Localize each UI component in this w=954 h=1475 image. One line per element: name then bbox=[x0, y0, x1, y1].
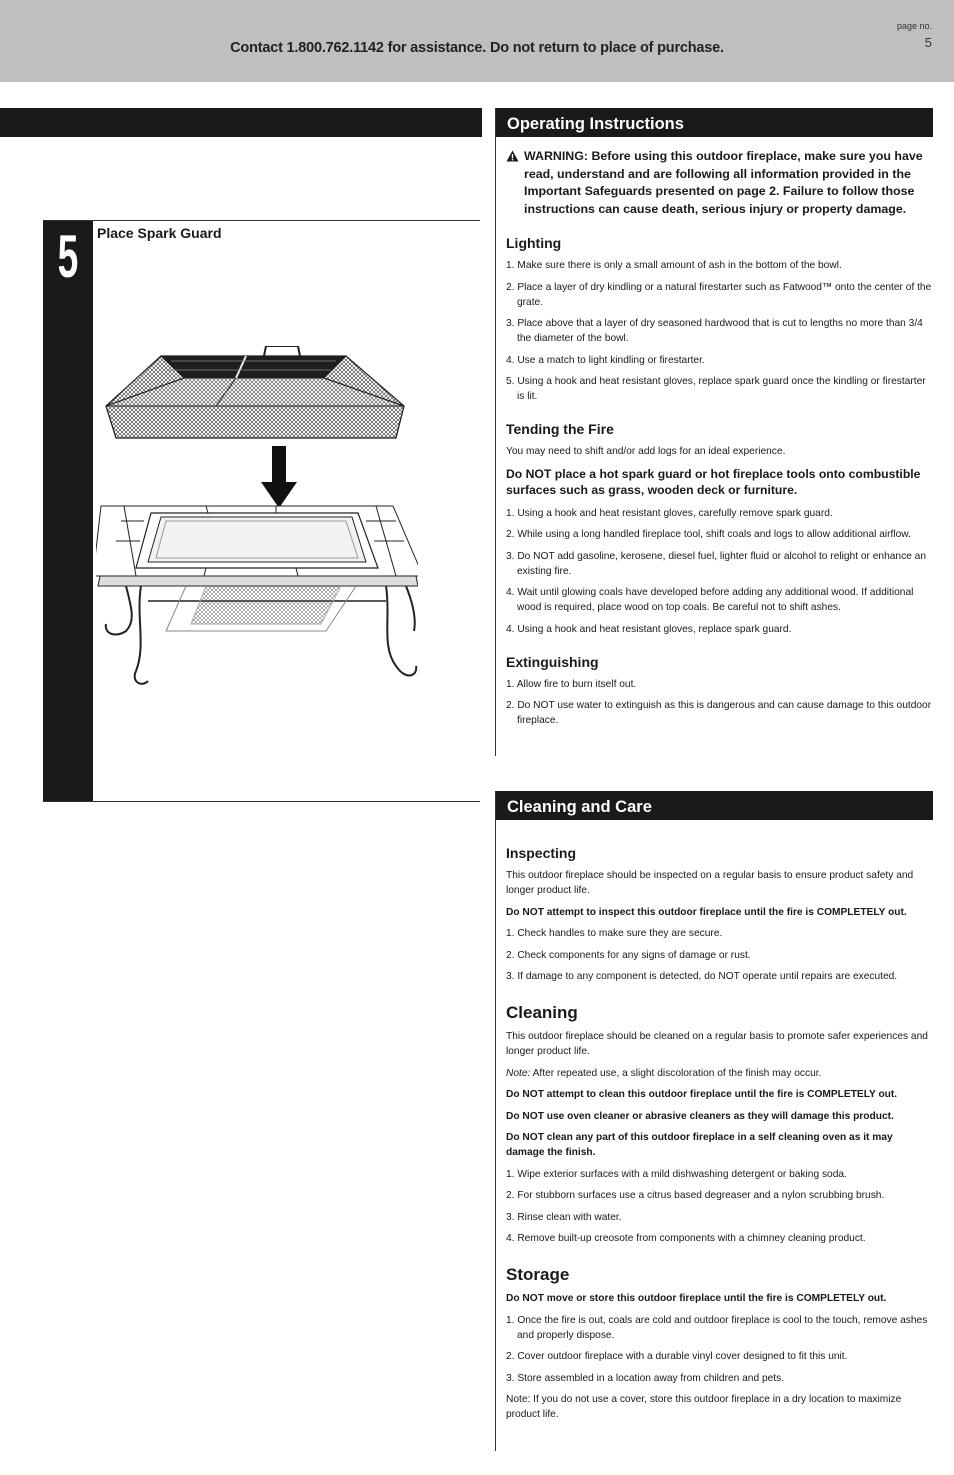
list-item: 1. Make sure there is only a small amount of ash in the bottom of the bowl. bbox=[506, 260, 842, 271]
list-item: 3. Rinse clean with water. bbox=[506, 1211, 622, 1223]
tending-intro: You may need to shift and/or add logs for an ideal experience. bbox=[506, 446, 786, 457]
contact-line: Contact 1.800.762.1142 for assistance. Do not return to place of purchase. bbox=[230, 40, 724, 56]
storage-heading: Storage bbox=[506, 1265, 570, 1284]
tending-warning: Do NOT place a hot spark guard or hot fireplace tools onto combustible surfaces such as grass, wooden deck or furniture. bbox=[506, 466, 921, 497]
list-item: 3. Do NOT add gasoline, kerosene, diesel fuel, lighter fluid or alcohol to relight or enhance an existing fire. bbox=[506, 550, 927, 577]
cleaning-heading: Cleaning bbox=[506, 1003, 578, 1022]
inspecting-warning: Do NOT attempt to inspect this outdoor fireplace until the fire is COMPLETELY out. bbox=[506, 906, 907, 918]
section-title: Cleaning and Care bbox=[507, 798, 652, 816]
fire-pit-table-shape bbox=[96, 506, 418, 684]
tending-heading: Tending the Fire bbox=[506, 421, 614, 437]
note-text: After repeated use, a slight discoloration of the finish may occur. bbox=[530, 1067, 822, 1079]
left-section-bar bbox=[0, 108, 482, 137]
step-number: 5 bbox=[57, 223, 79, 290]
step-title: Place Spark Guard bbox=[97, 225, 222, 241]
spark-guard-shape bbox=[106, 346, 404, 438]
down-arrow-icon bbox=[261, 446, 297, 508]
cleaning-list bbox=[506, 1167, 933, 1247]
cleaning-warning: Do NOT use oven cleaner or abrasive cleaners as they will damage this product. bbox=[506, 1110, 894, 1122]
inspecting-intro: This outdoor fireplace should be inspected on a regular basis to ensure product safety and longer product life. bbox=[506, 870, 914, 896]
cleaning-intro: This outdoor fireplace should be cleaned on a regular basis to promote safer experiences and longer product life. bbox=[506, 1031, 928, 1057]
cleaning-note bbox=[506, 1066, 933, 1081]
warning-triangle-icon bbox=[506, 150, 519, 162]
step-panel bbox=[43, 220, 480, 802]
list-item: 2. Check components for any signs of damage or rust. bbox=[506, 949, 751, 961]
extinguishing-heading: Extinguishing bbox=[506, 653, 599, 670]
step-number-column bbox=[43, 221, 93, 801]
note-label: Note: bbox=[506, 1067, 531, 1079]
storage-note: Note: If you do not use a cover, store this outdoor fireplace in a dry location to maximize product life. bbox=[506, 1394, 902, 1420]
cleaning-warning: Do NOT clean any part of this outdoor fireplace in a self cleaning oven as it may damage the finish. bbox=[506, 1132, 893, 1158]
lighting-heading: Lighting bbox=[506, 235, 562, 251]
list-item: 2. Do NOT use water to extinguish as this is dangerous and can cause damage to this outdoor fireplace. bbox=[506, 700, 932, 726]
operating-instructions-header bbox=[496, 108, 933, 137]
list-item: 4. Wait until glowing coals have developed before adding any additional wood. If additional wood is required, place wood on top coals. Be careful not to shift ashes. bbox=[506, 587, 914, 613]
list-item: 3. If damage to any component is detected, do NOT operate until repairs are executed. bbox=[506, 971, 898, 982]
inspecting-heading: Inspecting bbox=[506, 845, 577, 861]
safety-warning: WARNING: Before using this outdoor fireplace, make sure you have read, understand and are following all information provided in the Important Safeguards presented on page 2. Failure to follow those instructions can cause death, serious injury or property damage. bbox=[506, 148, 933, 218]
spark-guard-illustration bbox=[96, 346, 418, 696]
extinguishing-list bbox=[506, 677, 933, 729]
cleaning-and-care-section bbox=[495, 791, 933, 1451]
list-item: 2. While using a long handled fireplace tool, shift coals and logs to allow additional airflow. bbox=[506, 529, 911, 540]
list-item: 2. For stubborn surfaces use a citrus based degreaser and a nylon scrubbing brush. bbox=[506, 1190, 885, 1201]
list-item: 3. Store assembled in a location away from children and pets. bbox=[506, 1372, 785, 1384]
lighting-list bbox=[506, 258, 933, 404]
list-item: 1. Once the fire is out, coals are cold and outdoor fireplace is cool to the touch, remove ashes and properly dispose. bbox=[506, 1314, 928, 1341]
list-item: 1. Check handles to make sure they are secure. bbox=[506, 928, 723, 939]
page-header bbox=[0, 0, 954, 82]
cleaning-and-care-header bbox=[496, 791, 933, 820]
list-item: 5. Using a hook and heat resistant gloves, replace spark guard once the kindling or firestarter is lit. bbox=[506, 376, 926, 402]
list-item: 1. Allow fire to burn itself out. bbox=[506, 678, 637, 690]
tending-list bbox=[506, 506, 933, 637]
list-item: 4. Remove built-up creosote from components with a chimney cleaning product. bbox=[506, 1233, 866, 1244]
section-title: Operating Instructions bbox=[507, 115, 684, 133]
list-item: 1. Using a hook and heat resistant gloves, carefully remove spark guard. bbox=[506, 507, 833, 519]
list-item: 3. Place above that a layer of dry seasoned hardwood that is cut to lengths no more than 3/4 the diameter of the bowl. bbox=[506, 318, 923, 344]
list-item: 2. Place a layer of dry kindling or a natural firestarter such as Fatwood™ onto the center of the grate. bbox=[506, 281, 932, 308]
page-number-label: page no. bbox=[896, 21, 932, 31]
cleaning-warning: Do NOT attempt to clean this outdoor fireplace until the fire is COMPLETELY out. bbox=[506, 1089, 898, 1100]
list-item: 4. Using a hook and heat resistant gloves, replace spark guard. bbox=[506, 623, 792, 635]
list-item: 2. Cover outdoor fireplace with a durable vinyl cover designed to fit this unit. bbox=[506, 1351, 848, 1362]
page-number: 5 bbox=[924, 35, 932, 50]
inspecting-list bbox=[506, 926, 933, 984]
list-item: 1. Wipe exterior surfaces with a mild dishwashing detergent or baking soda. bbox=[506, 1168, 847, 1180]
list-item: 4. Use a match to light kindling or firestarter. bbox=[506, 354, 705, 366]
storage-list bbox=[506, 1313, 933, 1386]
operating-instructions-section bbox=[495, 108, 933, 756]
storage-warning: Do NOT move or store this outdoor fireplace until the fire is COMPLETELY out. bbox=[506, 1293, 887, 1304]
